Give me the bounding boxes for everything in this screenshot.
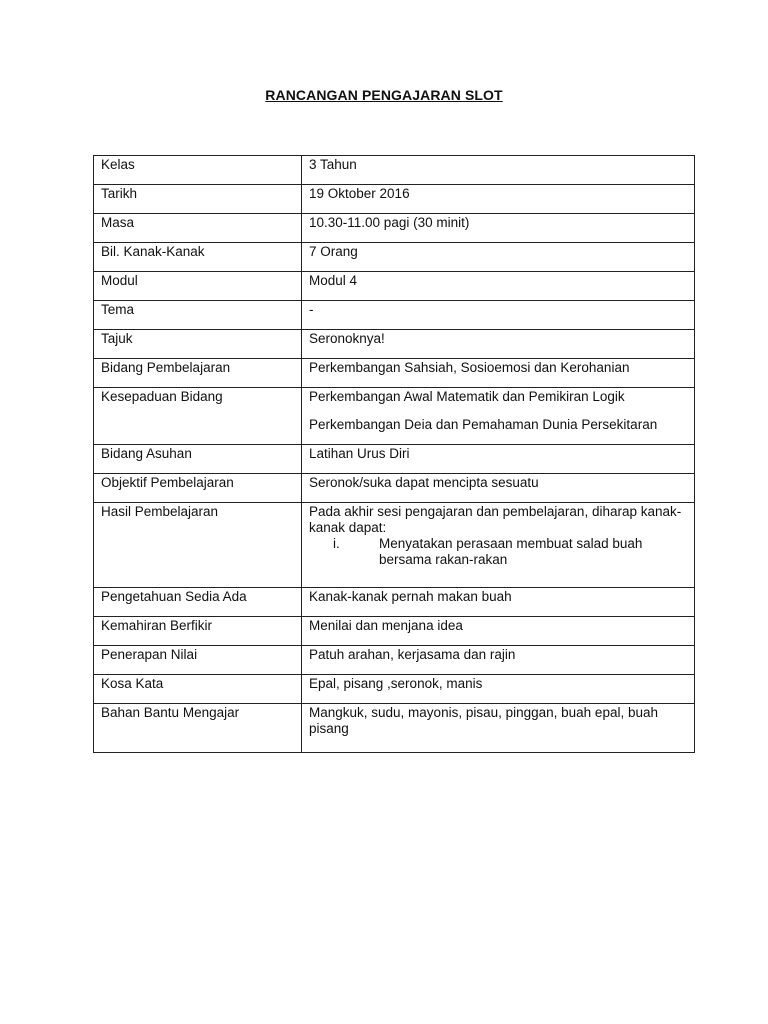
table-row-modul <box>94 272 695 301</box>
row-label: Tarikh <box>94 185 302 214</box>
row-value: Epal, pisang ,seronok, manis <box>302 675 695 704</box>
row-label: Masa <box>94 214 302 243</box>
row-value: Pada akhir sesi pengajaran dan pembelajaran, diharap kanak-kanak dapat: <box>309 504 682 535</box>
table-row-kesepaduan-bidang <box>94 388 695 445</box>
row-value: 19 Oktober 2016 <box>302 185 695 214</box>
row-label: Tajuk <box>94 330 302 359</box>
row-label: Hasil Pembelajaran <box>94 503 302 588</box>
row-value: Seronok/suka dapat mencipta sesuatu <box>302 474 695 503</box>
row-value: Latihan Urus Diri <box>302 445 695 474</box>
row-label: Bahan Bantu Mengajar <box>94 704 302 753</box>
row-label: Objektif Pembelajaran <box>94 474 302 503</box>
row-label: Kelas <box>94 156 302 185</box>
table-row-kelas <box>94 156 695 185</box>
table-row-bil-kanak-kanak <box>94 243 695 272</box>
row-value: Kanak-kanak pernah makan buah <box>302 588 695 617</box>
table-row-tarikh <box>94 185 695 214</box>
table-row-hasil-pembelajaran <box>94 503 695 588</box>
table-row-pengetahuan-sedia-ada <box>94 588 695 617</box>
row-value: Mangkuk, sudu, mayonis, pisau, pinggan, buah epal, buah pisang <box>302 704 695 753</box>
row-value: - <box>302 301 695 330</box>
row-value-secondary: Perkembangan Deia dan Pemahaman Dunia Persekitaran <box>309 417 658 432</box>
row-value-cell <box>302 503 695 588</box>
table-row-penerapan-nilai <box>94 646 695 675</box>
row-label: Bidang Asuhan <box>94 445 302 474</box>
row-label: Kemahiran Berfikir <box>94 617 302 646</box>
table-row-bidang-pembelajaran <box>94 359 695 388</box>
row-value: Menilai dan menjana idea <box>302 617 695 646</box>
list-marker: i. <box>333 536 340 551</box>
row-value-cell <box>302 388 695 445</box>
table-row-tema <box>94 301 695 330</box>
table-row-kosa-kata <box>94 675 695 704</box>
row-value: 7 Orang <box>302 243 695 272</box>
row-label: Pengetahuan Sedia Ada <box>94 588 302 617</box>
row-value: Perkembangan Awal Matematik dan Pemikiran Logik <box>309 389 625 404</box>
list-text: Menyatakan perasaan membuat salad buah bersama rakan-rakan <box>379 536 643 567</box>
list-item <box>333 536 687 568</box>
row-label: Modul <box>94 272 302 301</box>
row-label: Tema <box>94 301 302 330</box>
row-label: Bidang Pembelajaran <box>94 359 302 388</box>
document-title: RANCANGAN PENGAJARAN SLOT <box>265 87 503 103</box>
table-row-kemahiran-berfikir <box>94 617 695 646</box>
table-row-objektif-pembelajaran <box>94 474 695 503</box>
table-row-bahan-bantu-mengajar <box>94 704 695 753</box>
row-label: Kesepaduan Bidang <box>94 388 302 445</box>
row-value: Perkembangan Sahsiah, Sosioemosi dan Kerohanian <box>302 359 695 388</box>
row-value: Patuh arahan, kerjasama dan rajin <box>302 646 695 675</box>
row-label: Bil. Kanak-Kanak <box>94 243 302 272</box>
row-value: 10.30-11.00 pagi (30 minit) <box>302 214 695 243</box>
table-row-masa <box>94 214 695 243</box>
row-label: Penerapan Nilai <box>94 646 302 675</box>
lesson-plan-table <box>93 155 695 753</box>
table-row-tajuk <box>94 330 695 359</box>
row-value: 3 Tahun <box>302 156 695 185</box>
table-row-bidang-asuhan <box>94 445 695 474</box>
row-label: Kosa Kata <box>94 675 302 704</box>
row-value: Modul 4 <box>302 272 695 301</box>
row-value: Seronoknya! <box>302 330 695 359</box>
